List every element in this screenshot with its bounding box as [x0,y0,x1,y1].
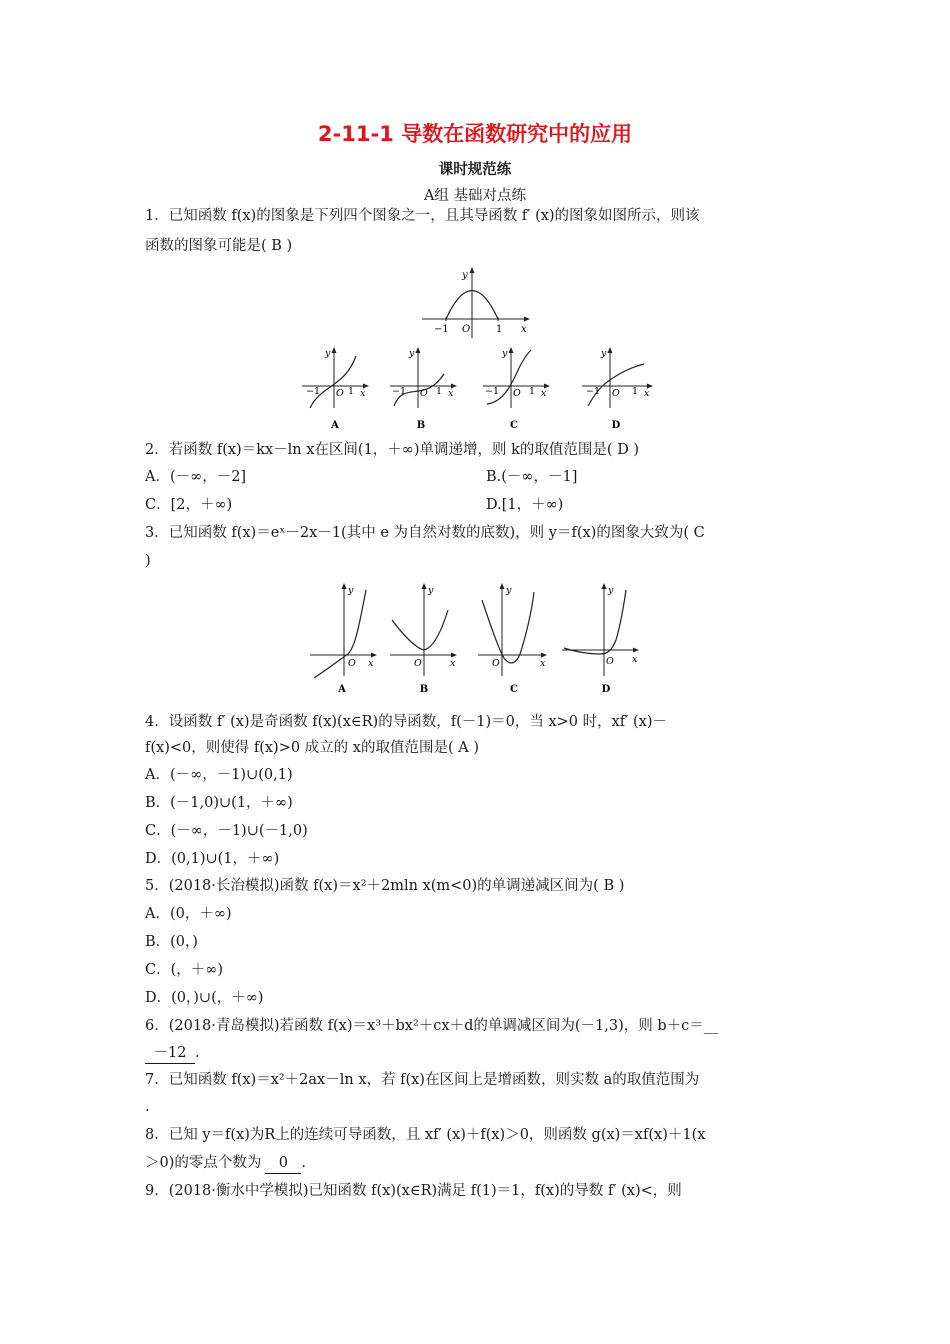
option-b-label: B [419,684,429,695]
q7-stem-line2: . [145,1099,150,1115]
one-label: 1 [436,386,443,397]
option-a-curve [310,356,356,408]
origin-label: O [606,656,614,667]
q4-option-d: D．(0,1)∪(1，＋∞) [145,851,280,867]
y-label: y [409,348,415,359]
origin-label: O [492,658,500,669]
x-label: x [368,658,374,669]
q6-answer-line [145,1043,200,1064]
x-label: x [541,388,547,399]
x-arrow [524,317,530,322]
one-label: 1 [348,386,355,397]
y-label: y [502,348,508,359]
origin-label: O [513,388,521,399]
y-label: y [428,585,434,596]
q5-option-c: C．(，＋∞) [145,962,223,978]
q2-option-c: C．[2，＋∞) [145,497,233,513]
x-label: x [644,388,650,399]
q2-option-a: A．(－∞，－2] [145,469,247,485]
y-label: y [348,585,354,596]
y-label: y [325,348,331,359]
q8-stem-line2 [145,1153,306,1174]
q1-option-a-graph [300,344,372,434]
q9-stem-line1: 9．(2018·衡水中学模拟)已知函数 f(x)(x∈R)满足 f(1)＝1，f(x)的导数 f′ (x)<，则 [145,1183,682,1199]
q6-tail: . [195,1045,200,1061]
neg1-label: −1 [586,386,601,397]
x-label: x [450,658,456,669]
neg1-label: −1 [306,386,321,397]
page-title: 2-11-1 导数在函数研究中的应用 [317,122,633,146]
origin-label: O [420,388,428,399]
option-a-label: A [338,684,346,695]
option-d-label: D [611,420,621,431]
option-b-curve [392,610,448,650]
q1-option-b-graph [388,344,460,434]
origin-label: O [348,658,356,669]
q4-stem-line2: f(x)<0，则使得 f(x)>0 成立的 x的取值范围是( A ) [145,740,479,756]
q8-answer: 0 [265,1153,301,1174]
q3-stem-line1: 3．已知函数 f(x)＝eˣ－2x－1(其中 e 为自然对数的底数)，则 y＝f(x)的图象大致为( C [145,525,705,541]
x-label: x [360,388,366,399]
option-a-label: A [331,420,339,431]
origin-label: O [612,388,620,399]
option-d-curve [588,364,644,406]
neg1-label: −1 [434,324,449,335]
q7-stem-line1: 7．已知函数 f(x)＝x²＋2ax－ln x，若 f(x)在区间上是增函数，则实数 a的取值范围为 [145,1072,700,1088]
option-c-label: C [510,684,518,695]
page-subtitle: 课时规范练 [438,162,512,178]
q5-stem: 5．(2018·长治模拟)函数 f(x)＝x²＋2mln x(m<0)的单调递减区间为( B ) [145,878,625,894]
one-label: 1 [632,386,639,397]
option-c-curve [482,592,534,663]
origin-label: O [336,388,344,399]
q6-answer: －12 [145,1043,195,1064]
origin-label: O [414,658,422,669]
x-label: x [540,658,546,669]
q2-option-d: D.[1，＋∞) [486,497,564,513]
y-label: y [608,585,614,596]
q3-stem-line2: ) [145,553,151,569]
q5-option-b: B．(0，) [145,934,198,950]
q3-option-b-graph [388,580,462,698]
origin-label: O [462,324,471,335]
y-label: y [601,348,607,359]
option-d-curve [564,590,626,654]
q8-tail: . [301,1155,306,1171]
q4-option-a: A．(－∞，－1)∪(0,1) [145,767,293,783]
x-label: x [632,654,638,665]
y-label: y [506,585,512,596]
x-label: x [521,324,527,335]
q4-stem-line1: 4．设函数 f′ (x)是奇函数 f(x)(x∈R)的导函数，f(－1)＝0，当 x>0 时，xf′ (x)－ [145,714,668,730]
one-label: 1 [529,386,536,397]
q4-option-b: B．(－1,0)∪(1，＋∞) [145,795,293,811]
option-c-label: C [510,420,518,431]
q3-option-a-graph [308,580,382,698]
neg1-label: −1 [392,386,407,397]
q5-option-a: A．(0，＋∞) [145,906,232,922]
q3-option-d-graph [560,580,644,698]
option-a-curve [314,590,366,678]
q2-option-b: B.(－∞，－1] [486,469,578,485]
y-label: y [462,270,468,281]
q6-stem-line1: 6．(2018·青岛模拟)若函数 f(x)＝x³＋bx²＋cx＋d的单调减区间为(－1,3)，则 b＋c＝__ [145,1018,719,1034]
q1-stem-line1: 1．已知函数 f(x)的图象是下列四个图象之一，且其导函数 f′ (x)的图象如图所示，则该 [145,208,700,224]
group-heading: A组 基础对点练 [423,188,527,204]
q2-stem: 2．若函数 f(x)＝kx－ln x在区间(1，＋∞)单调递增，则 k的取值范围是( D ) [145,442,640,458]
option-b-label: B [416,420,426,431]
q3-option-c-graph [476,580,552,698]
q1-option-c-graph [481,344,553,434]
q1-option-d-graph [580,344,656,434]
q1-derivative-graph [420,264,532,340]
q4-option-c: C．(－∞，－1)∪(－1,0) [145,823,308,839]
one-label: 1 [496,324,503,335]
q8-stem-line1: 8．已知 y＝f(x)为R上的连续可导函数，且 xf′ (x)＋f(x)＞0，则函数 g(x)＝xf(x)＋1(x [145,1127,706,1143]
x-label: x [448,388,454,399]
option-d-label: D [601,684,611,695]
q1-stem-line2: 函数的图象可能是( B ) [145,238,293,254]
q8-stem-line2-pre: ＞0)的零点个数为 [145,1155,262,1171]
neg1-label: −1 [485,386,500,397]
q5-option-d: D．(0，)∪(，＋∞) [145,990,264,1006]
y-arrow [470,267,475,273]
